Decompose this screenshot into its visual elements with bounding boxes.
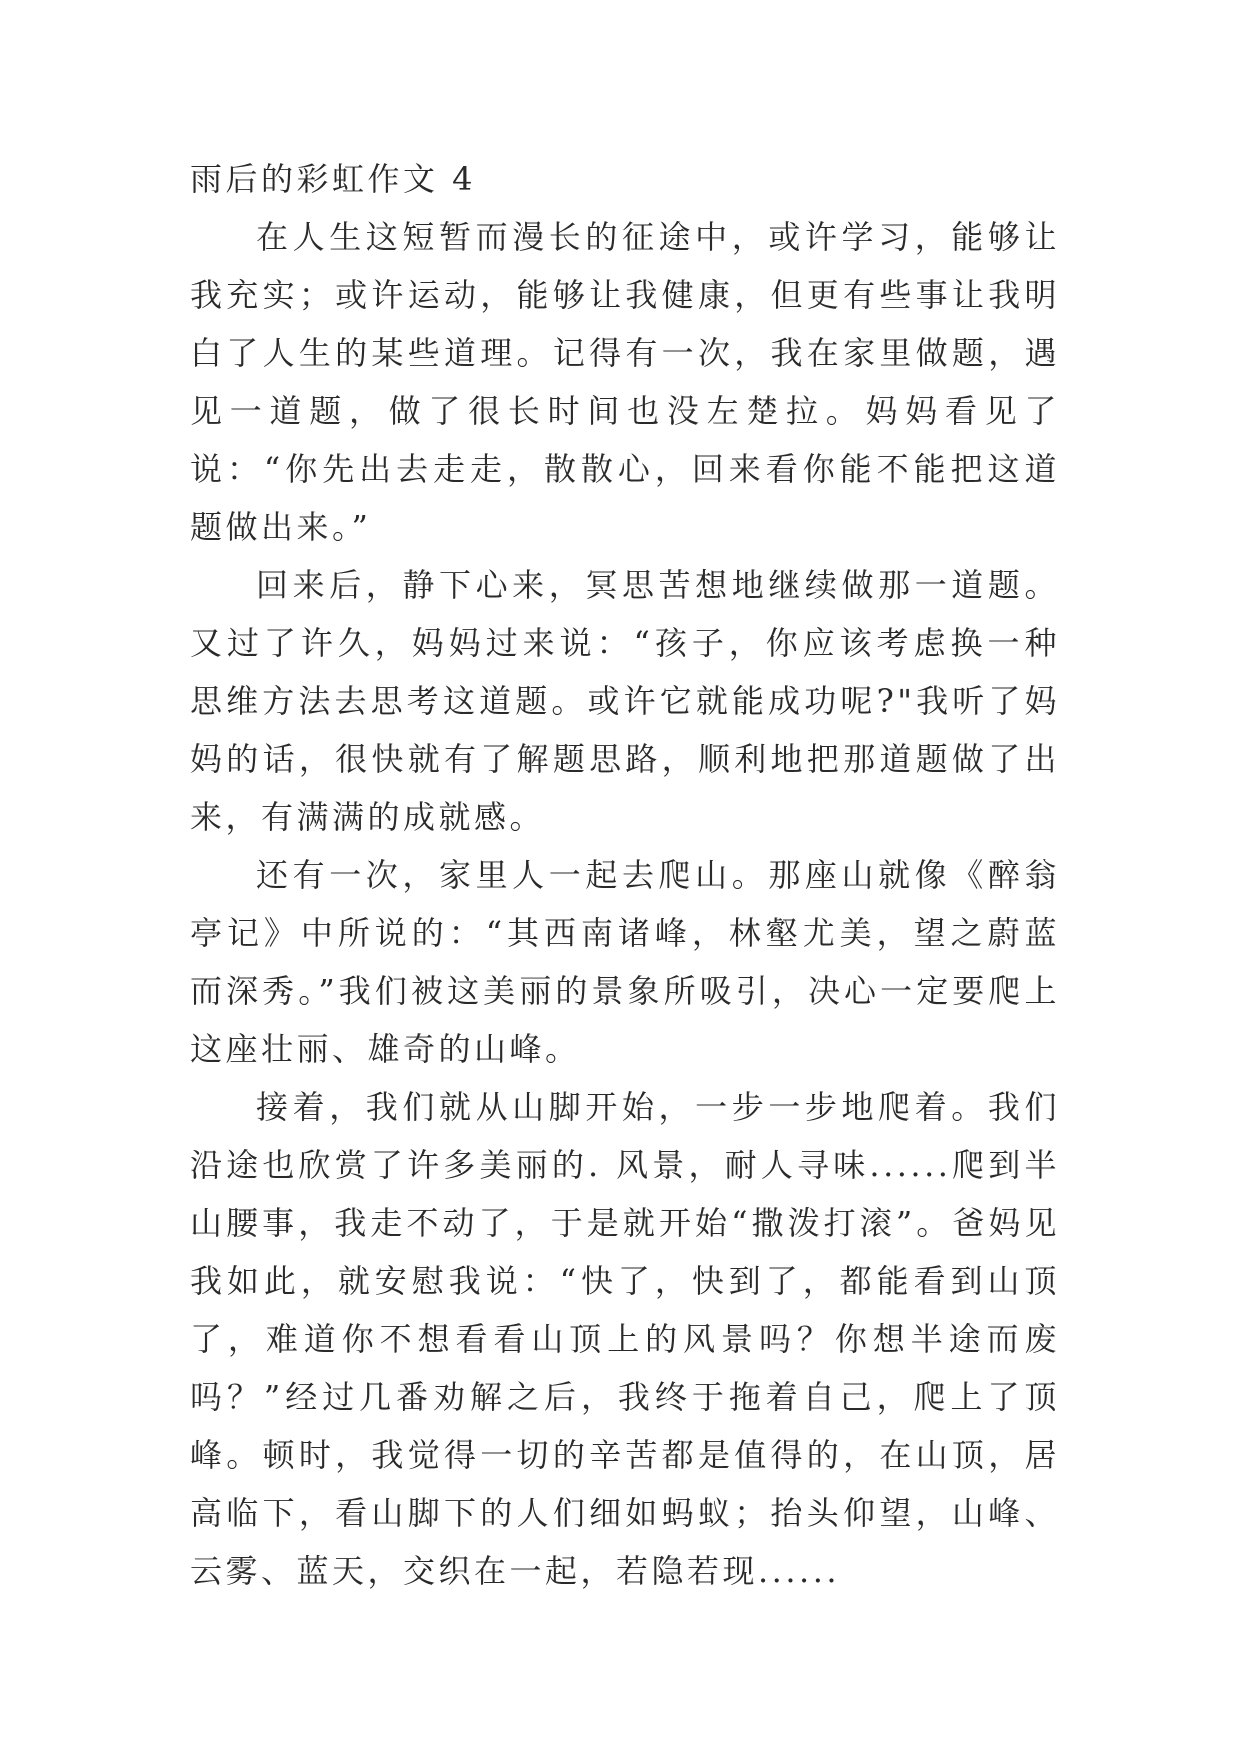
paragraph-4: 接着，我们就从山脚开始，一步一步地爬着。我们沿途也欣赏了许多美丽的. 风景，耐人寻味......爬到半山腰事，我走不动了，于是就开始“撒泼打滚”。爸妈见我如此，就安慰我说：“快了，快到了，都能看到山顶了，难道你不想看看山顶上的风景吗？你想半途而废吗？”经过几番劝解之后，我终于拖着自己，爬上了顶峰。顿时，我觉得一切的辛苦都是值得的，在山顶，居高临下，看山脚下的人们细如蚂蚁；抬头仰望，山峰、云雾、蓝天，交织在一起，若隐若现...... bbox=[190, 1088, 1060, 1590]
document-body bbox=[190, 150, 1060, 1600]
paragraph-1: 在人生这短暂而漫长的征途中，或许学习，能够让我充实；或许运动，能够让我健康，但更有些事让我明白了人生的某些道理。记得有一次，我在家里做题，遇见一道题，做了很长时间也没左楚拉。妈妈看见了说：“你先出去走走，散散心，回来看你能不能把这道题做出来。” bbox=[190, 218, 1060, 546]
document-title: 雨后的彩虹作文 4 bbox=[190, 160, 477, 198]
paragraph-3: 还有一次，家里人一起去爬山。那座山就像《醉翁亭记》中所说的：“其西南诸峰，林壑尤美，望之蔚蓝而深秀。”我们被这美丽的景象所吸引，决心一定要爬上这座壮丽、雄奇的山峰。 bbox=[190, 856, 1060, 1068]
paragraph-2: 回来后，静下心来，冥思苦想地继续做那一道题。又过了许久，妈妈过来说：“孩子，你应该考虑换一种思维方法去思考这道题。或许它就能成功呢?"我听了妈妈的话，很快就有了解题思路，顺利地把那道题做了出来，有满满的成就感。 bbox=[190, 566, 1060, 836]
